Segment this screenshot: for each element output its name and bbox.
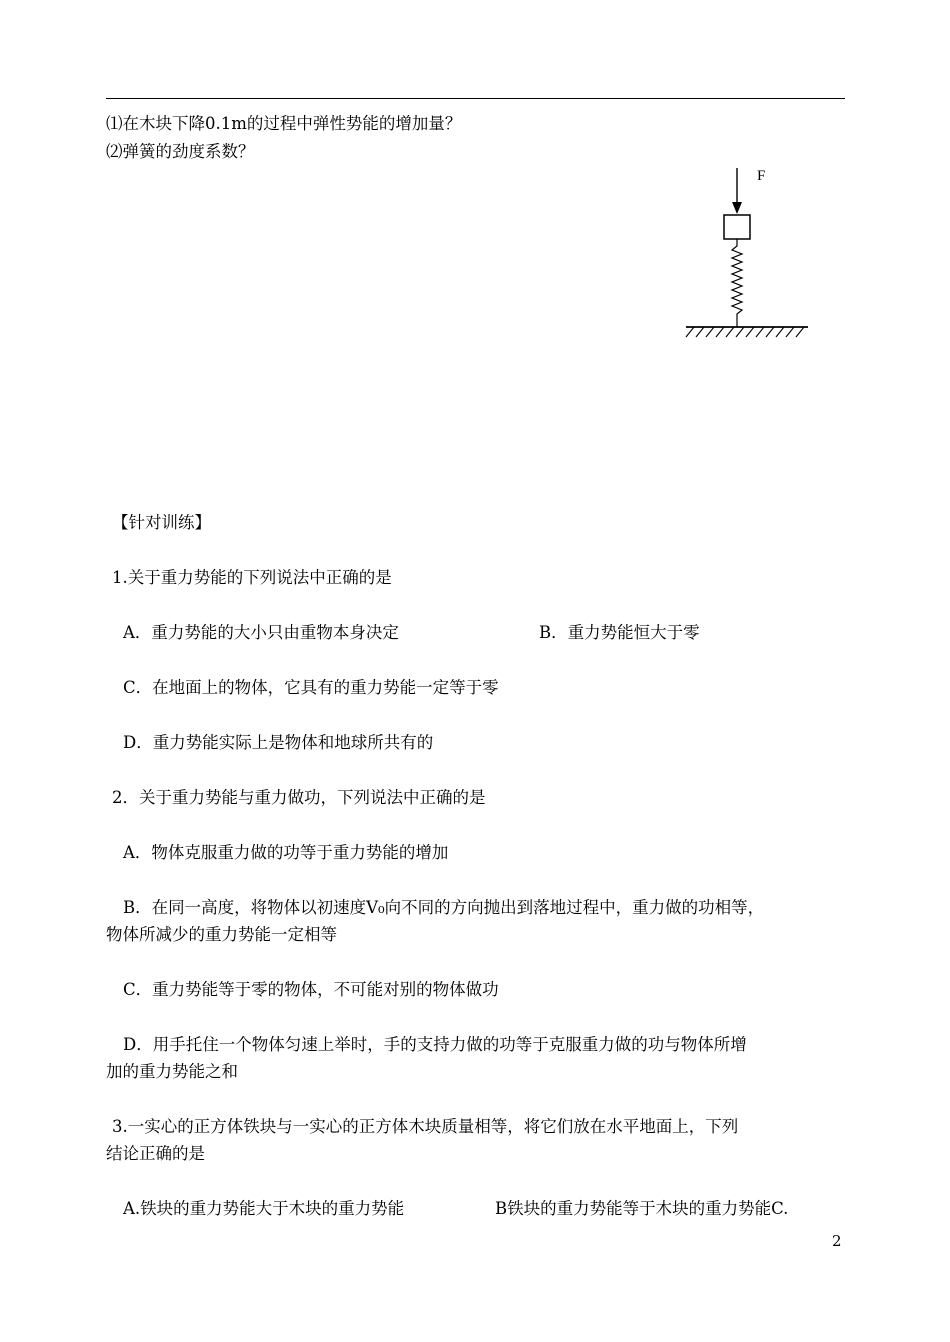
question-1-stem: 1.关于重力势能的下列说法中正确的是 — [112, 568, 392, 587]
question-3-stem-line1: 3.一实心的正方体铁块与一实心的正方体木块质量相等，将它们放在水平地面上，下列 — [112, 1117, 739, 1136]
question-2-option-b-line2: 物体所减少的重力势能一定相等 — [106, 925, 337, 944]
question-2-option-d-line1: D．用手托住一个物体匀速上举时，手的支持力做的功等于克服重力做的功与物体所增 — [123, 1035, 747, 1054]
spring-block-on-ground-icon — [680, 160, 820, 350]
spring-block-on-ground-diagram — [680, 160, 820, 350]
question-3-option-a: A.铁块的重力势能大于木块的重力势能 — [123, 1199, 405, 1218]
spring — [732, 239, 742, 327]
question-1-option-c: C．在地面上的物体，它具有的重力势能一定等于零 — [123, 678, 499, 697]
question-3-option-b: B铁块的重力势能等于木块的重力势能C. — [495, 1199, 789, 1218]
question-2-option-b-line1: B．在同一高度，将物体以初速度V₀向不同的方向抛出到落地过程中，重力做的功相等， — [123, 898, 765, 917]
block — [724, 215, 750, 239]
question-2-option-a: A．物体克服重力做的功等于重力势能的增加 — [123, 843, 449, 862]
question-1-option-b: B．重力势能恒大于零 — [539, 623, 700, 642]
ground-hatching — [686, 327, 804, 337]
force-arrow-head — [732, 202, 742, 214]
force-label: F — [757, 168, 766, 184]
question-1-option-a: A．重力势能的大小只由重物本身决定 — [123, 623, 399, 642]
question-3-stem-line2: 结论正确的是 — [106, 1144, 205, 1163]
question-1-option-d: D．重力势能实际上是物体和地球所共有的 — [123, 733, 434, 752]
subquestion-1: ⑴在木块下降0.1m的过程中弹性势能的增加量？ — [106, 114, 462, 133]
question-2-option-d-line2: 加的重力势能之和 — [106, 1062, 238, 1081]
subquestion-2: ⑵弹簧的劲度系数？ — [106, 142, 255, 161]
question-2-option-c: C．重力势能等于零的物体，不可能对别的物体做功 — [123, 980, 499, 999]
question-2-stem: 2．关于重力势能与重力做功，下列说法中正确的是 — [112, 788, 486, 807]
header-rule — [106, 98, 845, 99]
page-number: 2 — [832, 1232, 842, 1250]
section-title: 【针对训练】 — [112, 513, 211, 532]
